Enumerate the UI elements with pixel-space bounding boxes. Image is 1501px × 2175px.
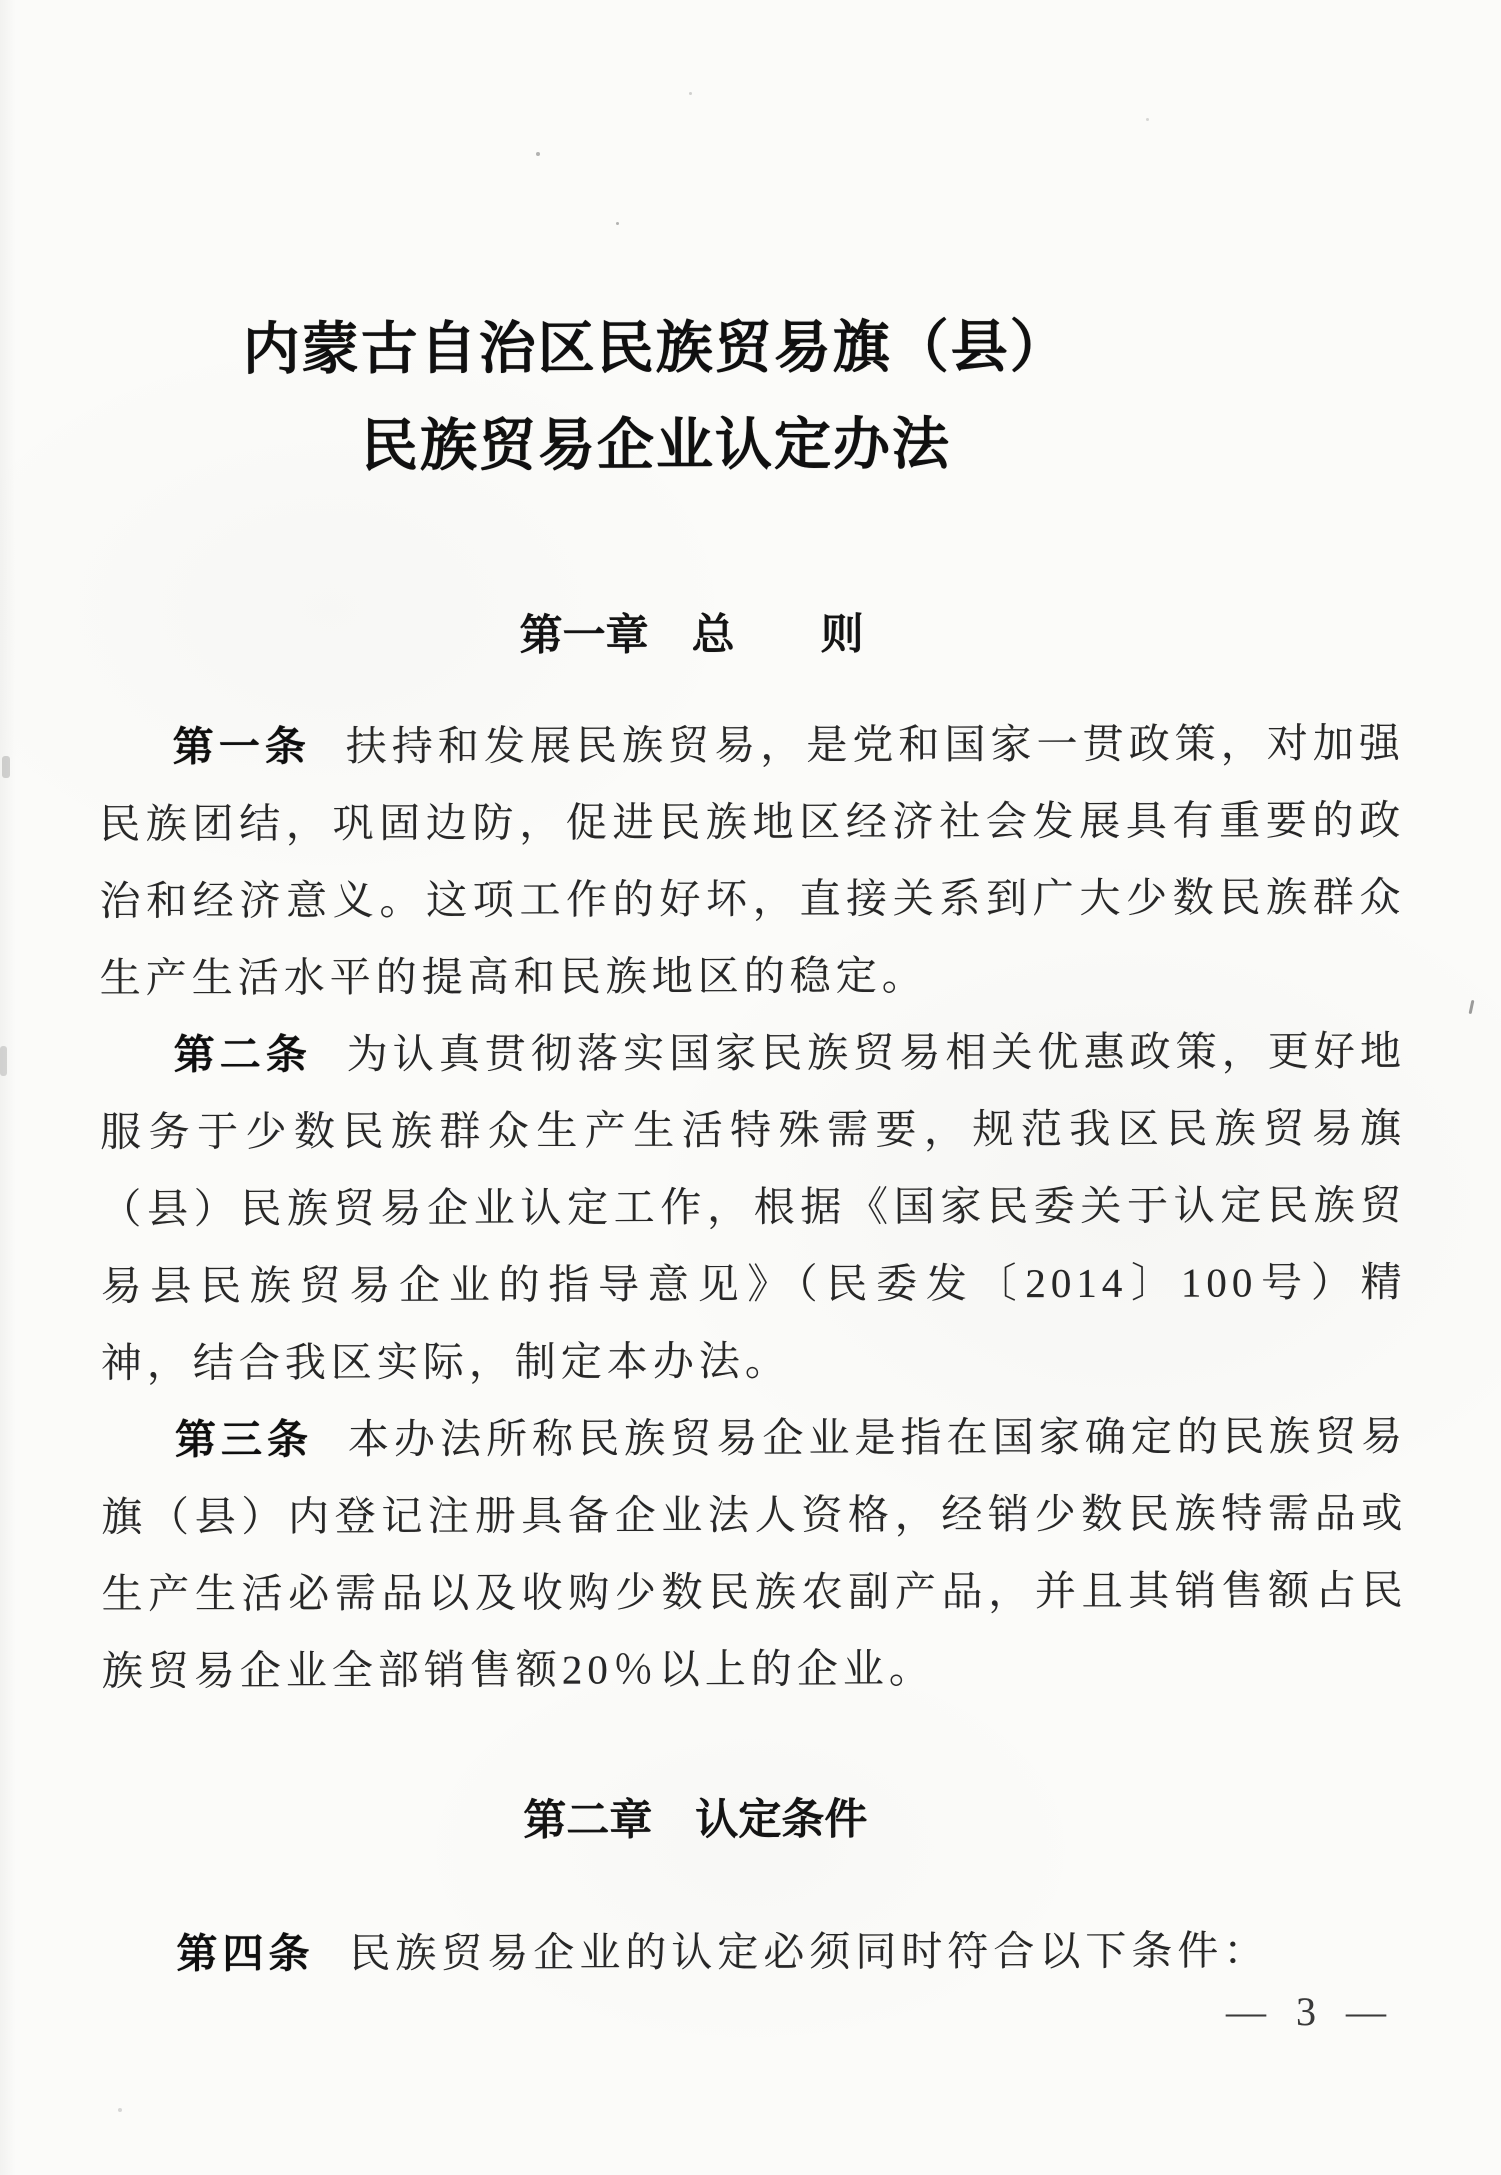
document-title-line1: 内蒙古自治区民族贸易旗（县） — [242, 315, 1069, 382]
chapter-2-heading: 第二章 认定条件 — [523, 1796, 868, 1845]
article-4 — [103, 1912, 1409, 1993]
article-3-number: 第三条 — [174, 1416, 314, 1463]
article-4-text: 民族贸易企业的认定必须同时符合以下条件： — [349, 1927, 1270, 1977]
article-3 — [101, 1398, 1408, 1710]
article-3-text: 本办法所称民族贸易企业是指在国家确定的民族贸易旗（县）内登记注册具备企业法人资格，经销少数民族特需品或生产生活必需品以及收购少数民族农副产品，并且其销售额占民族贸易企业全部销售额20％以上的企业。 — [101, 1412, 1408, 1695]
document-title-line2: 民族贸易企业认定办法 — [360, 413, 952, 479]
article-1-number: 第一条 — [172, 723, 311, 770]
chapter-1-heading: 第一章 总 则 — [519, 611, 864, 660]
page-number: — 3 — — [1226, 1989, 1396, 2034]
article-4-number: 第四条 — [176, 1930, 315, 1977]
article-2-text: 为认真贯彻落实国家民族贸易相关优惠政策，更好地服务于少数民族群众生产生活特殊需要，规范我区民族贸易旗（县）民族贸易企业认定工作，根据《国家民委关于认定民族贸易县民族贸易企业的指导意见》（民委发〔2014〕100号）精神，结合我区实际，制定本办法。 — [100, 1027, 1407, 1387]
article-1 — [99, 705, 1406, 1017]
document-title — [98, 299, 1215, 497]
article-2-number: 第二条 — [173, 1031, 312, 1078]
article-1-text: 扶持和发展民族贸易，是党和国家一贯政策，对加强民族团结，巩固边防，促进民族地区经济社会发展具有重要的政治和经济意义。这项工作的好坏，直接关系到广大少数民族群众生产生活水平的提高和民族地区的稳定。 — [99, 719, 1406, 1002]
article-2 — [100, 1013, 1407, 1402]
